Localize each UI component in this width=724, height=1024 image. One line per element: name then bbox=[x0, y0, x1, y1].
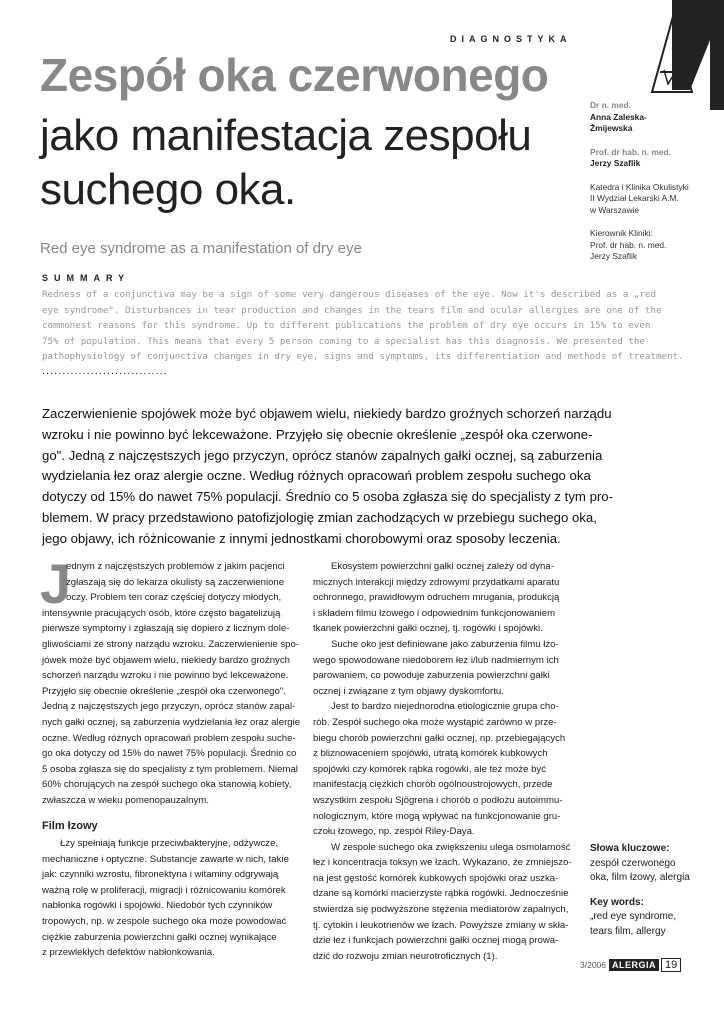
body-column-left bbox=[42, 559, 304, 961]
title-line-2: jako manifestacja zespołu bbox=[40, 111, 532, 160]
body-line: ochronnego, prawidłowym odruchem mrugania, produkcją bbox=[313, 592, 560, 604]
author2-degree: Prof. dr hab. n. med. bbox=[590, 146, 671, 157]
body-line: pierwsze symptomy i zgłaszają się dopiero z licznym dole- bbox=[42, 623, 290, 635]
drop-cap: J bbox=[40, 552, 72, 615]
keywords-box bbox=[590, 842, 720, 940]
body-line: czołu łzowego, np. zespół Riley-Daya. bbox=[313, 826, 475, 838]
body-line: łez i koncentracja toksyn we łzach. Wykazano, że zmniejszo- bbox=[313, 857, 572, 869]
body-line: z przewlekłych defektów nabłonkowania. bbox=[42, 947, 215, 959]
author-sidebar bbox=[590, 100, 720, 275]
section-tag: DIAGNOSTYKA bbox=[450, 34, 572, 44]
head-of-clinic-name: Jerzy Szaflik bbox=[590, 251, 638, 261]
english-subtitle: Red eye syndrome as a manifestation of dry eye bbox=[40, 240, 362, 257]
body-line: 5 osoba zgłasza się do specjalisty z tym problemem. Niemal bbox=[42, 763, 298, 775]
dotted-divider: ............................... bbox=[42, 365, 168, 377]
body-line: Jest to bardzo niejednorodna etiologicznie grupa cho- bbox=[331, 701, 559, 713]
body-line: rób. Zespół suchego oka może wystąpić zarówno w prze- bbox=[313, 716, 557, 728]
lead-line: wydzielania łez oraz alergie oczne. Według różnych opracowań problem zespołu suchego oka bbox=[42, 468, 591, 484]
summary-line: pathophysiology of conjunctiva changes in dry eye, signs and symptoms, its differentiation and methods of treatment. bbox=[42, 351, 684, 363]
journal-corner-logo bbox=[650, 0, 724, 110]
page-number: 19 bbox=[661, 958, 681, 972]
author1-degree: Dr n. med. bbox=[590, 100, 631, 110]
head-of-clinic-degree: Prof. dr hab. n. med. bbox=[590, 239, 667, 250]
body-line: 60% chorujących na zespół suchego oka stanowią kobiety, bbox=[42, 779, 292, 791]
body-line: zwłaszcza w wieku pomenopauzalnym. bbox=[42, 794, 209, 806]
keywords-pl-line: oka, film łzowy, alergia bbox=[590, 872, 690, 884]
title-line-3: suchego oka. bbox=[40, 165, 296, 214]
body-line: Łzy spełniają funkcje przeciwbakteryjne, odżywcze, bbox=[60, 838, 279, 850]
lead-line: dotyczy od 15% do nawet 75% populacji. Średnio co 5 osoba zgłasza się do specjalisty z tym pro- bbox=[42, 489, 614, 505]
body-line: schorzeń narządu wzroku i nie powinno być lekceważone. bbox=[42, 670, 289, 682]
journal-name: ALERGIA bbox=[609, 959, 659, 971]
body-line: W zespole suchego oka zwiększeniu ulega osmolarność bbox=[331, 841, 571, 853]
body-line: zgłaszają się do lekarza okulisty są zaczerwienione bbox=[66, 576, 285, 588]
lead-line: wzroku i nie powinno być lekceważone. Przyjęło się obecnie określenie „zespół oka czerwone- bbox=[42, 426, 593, 442]
summary-heading: SUMMARY bbox=[42, 273, 131, 283]
body-line: nych gałki ocznej, są zaburzenia wydzielania łez oraz alergie bbox=[42, 716, 301, 728]
body-line: mechaniczne i optyczne. Substancje zawarte w nich, takie bbox=[42, 853, 289, 865]
summary-line: commonest reasons for this syndrome. Up to different publications the problem of dry eye occurs in 15% to even bbox=[42, 320, 651, 332]
keywords-pl-heading: Słowa kluczowe: bbox=[590, 843, 670, 854]
body-line: na jest gęstość komórek kubkowych spojówki oraz uszka- bbox=[313, 872, 559, 884]
body-line: spojówki czy komórek rąbka rogówki, ale też może być bbox=[313, 763, 547, 775]
body-line: tropowych, np. w zespole suchego oka może powodować bbox=[42, 916, 287, 928]
body-line: nabłonka rogówki i spojówki. Niedobór tych czynników bbox=[42, 900, 273, 912]
summary-line: eye syndrome". Disturbances in tear production and changes in the tears film and ocular allergies are one of the bbox=[42, 304, 662, 316]
lead-line: blemem. W pracy przedstawiono patofizjologię zmian zachodzących w przebiegu suchego oka, bbox=[42, 509, 597, 525]
summary-line: 75% of population. This means that every 5 person coming to a specialist has this diagnosis. We presented the bbox=[42, 335, 645, 347]
head-of-clinic-label: Kierownik Kliniki: bbox=[590, 228, 653, 238]
lead-line: go". Jedną z najczęstszych jego przyczyn, oprócz stanów zapalnych gałki ocznej, są zaburzenia bbox=[42, 447, 603, 463]
body-line: dzane są komórki macierzyste rąbka rogówki. Jednocześnie bbox=[313, 888, 569, 900]
body-line: oczne. Według różnych opracowań problem zespołu suche- bbox=[42, 732, 296, 744]
page-footer bbox=[580, 958, 681, 972]
subheading-film-lzowy: Film łzowy bbox=[42, 819, 98, 832]
keywords-en-line: „red eye syndrome, bbox=[590, 911, 677, 923]
body-line: gliwościami ze strony narządu wzroku. Zaczerwienienie spo- bbox=[42, 638, 300, 650]
body-line: wszystkim zespołu Sjögrena i chorób o podłożu autoimmu- bbox=[313, 794, 563, 806]
title-main: Zespół oka czerwonego bbox=[40, 49, 549, 101]
body-line: jak: czynniki wzrostu, fibronektyna i witaminy odgrywają bbox=[42, 869, 279, 881]
body-line: intensywnie pracujących osób, które często bagatelizują bbox=[42, 607, 281, 619]
body-line: jówek może być objawem wielu, niekiedy bardzo groźnych bbox=[42, 654, 290, 666]
affiliation-line: w Warszawie bbox=[590, 204, 640, 215]
body-line: parowaniem, co powoduje zaburzenia powierzchni gałki bbox=[313, 670, 550, 682]
body-line: nologicznym, które mogą wpływać na funkcjonowanie gru- bbox=[313, 810, 561, 822]
summary-text bbox=[42, 287, 684, 365]
body-line: tj. cytokin i leukotrienów we łzach. Powyższe zmiany w skła- bbox=[313, 919, 569, 931]
body-line: Przyjęło się obecnie określenie „zespół oka czerwonego". bbox=[42, 685, 286, 697]
author1-name: Anna Zaleska- bbox=[590, 111, 647, 122]
body-line: micznych interakcji między zdrowymi przydatkami aparatu bbox=[313, 576, 560, 588]
lead-abstract bbox=[42, 404, 614, 550]
body-line: tkanek powierzchni gałki ocznej, tj. rogówki i spojówki. bbox=[313, 623, 543, 635]
body-line: Suche oko jest definiowane jako zaburzenia filmu łzo- bbox=[331, 638, 559, 650]
body-line: wego spowodowane niedoborem łez i/lub nadmiernym ich bbox=[313, 654, 559, 666]
body-line: stwierdza się podwyższone stężenia mediatorów zapalnych, bbox=[313, 904, 569, 916]
issue-number: 3/2006 bbox=[580, 960, 606, 970]
body-line: ednym z najczęstszych problemów z jakim pacjenci bbox=[66, 561, 285, 572]
body-line: Jedną z najczęstszych jego przyczyn, oprócz stanów zapal- bbox=[42, 701, 296, 713]
body-line: ocznej i związane z tym objawy dyskomfortu. bbox=[313, 685, 504, 697]
body-line: go oka dotyczy od 15% do nawet 75% populacji. Średnio co bbox=[42, 748, 297, 760]
body-line: dzić do rozwoju zmian neurotroficznych (1). bbox=[313, 950, 498, 962]
lead-line: jego objawy, ich różnicowanie z innymi jednostkami chorobowymi oraz sposoby leczenia. bbox=[42, 530, 561, 546]
body-line: z bliznowaceniem spojówki, utratą komórek kubkowych bbox=[313, 748, 548, 760]
body-line: i składem filmu łzowego i odpowiednim funkcjonowaniem bbox=[313, 607, 556, 619]
keywords-en-line: tears film, allergy bbox=[590, 925, 666, 937]
summary-line: Redness of a conjunctiva may be a sign of some very dangerous diseases of the eye. Now it's described as a „red bbox=[42, 289, 656, 300]
body-column-right bbox=[313, 559, 575, 964]
author1-name-cont: Żmijewska bbox=[590, 123, 633, 133]
body-line: manifestacją ciężkich chorób ogólnoustrojowych, przede bbox=[313, 779, 553, 791]
body-line: Ekosystem powierzchni gałki ocznej zależy od dyna- bbox=[331, 561, 554, 572]
affiliation-line: Katedra i Klinika Okulistyki bbox=[590, 181, 689, 192]
body-line: biegu chorób powierzchni gałki ocznej, np. przebiegających bbox=[313, 732, 566, 744]
body-line: ważną rolę w proliferacji, migracji i różnicowaniu komórek bbox=[42, 884, 286, 896]
keywords-en-heading: Key words: bbox=[590, 896, 644, 908]
affiliation-line: II Wydział Lekarski A.M. bbox=[590, 193, 679, 203]
body-line: dzie łez i funkcjach powierzchni gałki ocznej mogą prowa- bbox=[313, 935, 559, 947]
lead-line: Zaczerwienienie spojówek może być objawem wielu, niekiedy bardzo groźnych schorzeń narządu bbox=[42, 406, 612, 421]
body-line: ciężkie zaburzenia powierzchni gałki ocznej wynikające bbox=[42, 931, 277, 943]
body-line: oczy. Problem ten coraz częściej dotyczy młodych, bbox=[66, 592, 282, 604]
author2-name: Jerzy Szaflik bbox=[590, 158, 641, 168]
keywords-pl-line: zespół czerwonego bbox=[590, 857, 676, 869]
